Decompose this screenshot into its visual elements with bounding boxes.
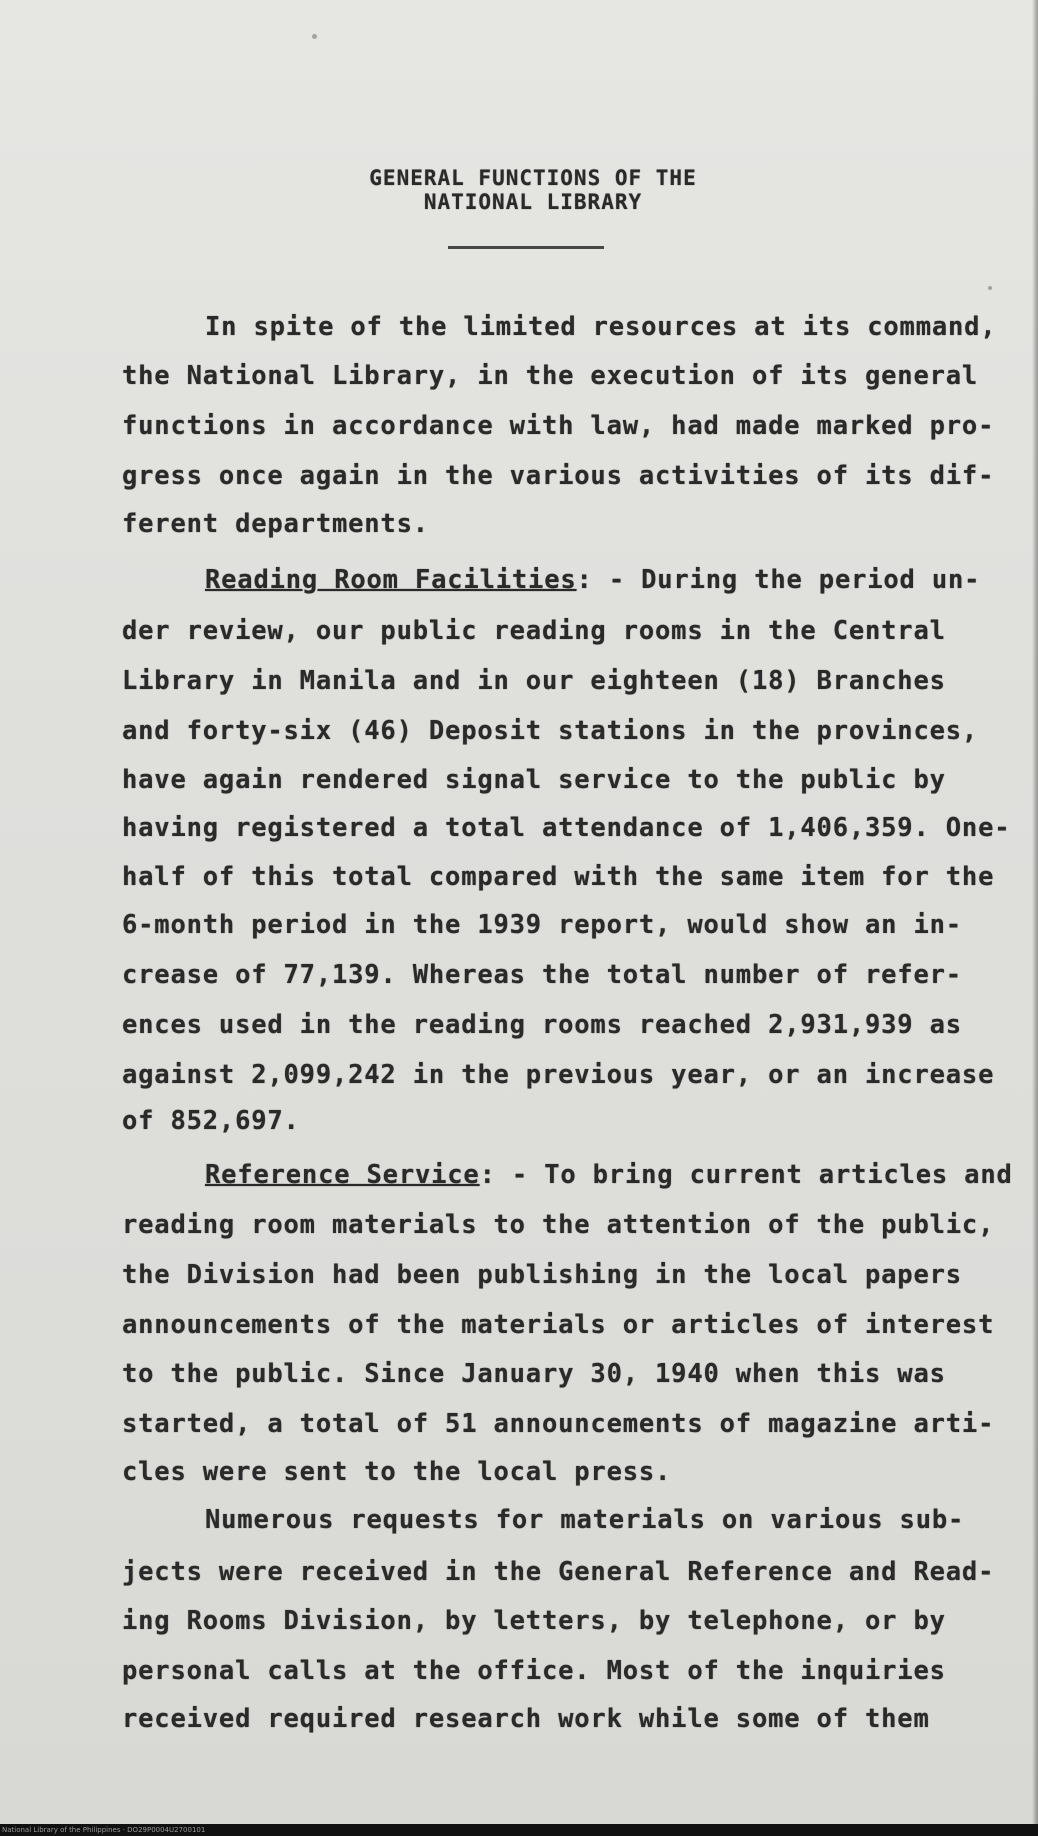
paragraph-3-line: announcements of the materials or articles of interest	[122, 1310, 995, 1340]
paragraph-1-line: the National Library, in the execution of its general	[122, 361, 979, 391]
paragraph-2-first-line-rest: : - During the period un-	[576, 565, 981, 595]
paragraph-2-line: and forty-six (46) Deposit stations in the provinces,	[122, 716, 979, 746]
paragraph-4-line: received required research work while some of them	[122, 1704, 930, 1734]
paragraph-3-line: cles were sent to the local press.	[122, 1457, 672, 1487]
speck	[988, 286, 992, 290]
paragraph-3-line: reading room materials to the attention of the public,	[122, 1210, 995, 1240]
paragraph-2-line: ences used in the reading rooms reached 2,931,939 as	[122, 1010, 962, 1040]
paragraph-2-line: have again rendered signal service to the public by	[122, 765, 946, 795]
paragraph-2-line: Library in Manila and in our eighteen (18) Branches	[122, 666, 946, 696]
paragraph-2-first-line	[205, 565, 980, 595]
reference-service-heading: Reference Service	[205, 1160, 480, 1190]
paragraph-1-line: functions in accordance with law, had made marked pro-	[122, 411, 995, 441]
paragraph-4-line: Numerous requests for materials on various sub-	[205, 1505, 965, 1535]
page-edge-shadow	[1032, 0, 1038, 1824]
paragraph-4-line: jects were received in the General Reference and Read-	[122, 1557, 995, 1587]
paragraph-3-first-line	[205, 1160, 1013, 1190]
paragraph-1-line: ferent departments.	[122, 509, 429, 539]
paragraph-4-line: personal calls at the office. Most of the inquiries	[122, 1656, 946, 1686]
paragraph-3-line: to the public. Since January 30, 1940 when this was	[122, 1359, 946, 1389]
footer-caption: National Library of the Philippines · DO29P0004U2700101	[2, 1826, 206, 1834]
paragraph-2-line: having registered a total attendance of 1,406,359. One-	[122, 813, 1011, 843]
title-line-1: GENERAL FUNCTIONS OF THE	[369, 166, 697, 190]
reading-room-facilities-heading: Reading Room Facilities	[205, 565, 577, 595]
paragraph-2-line: crease of 77,139. Whereas the total number of refer-	[122, 960, 962, 990]
paragraph-2-line: half of this total compared with the same item for the	[122, 862, 995, 892]
paragraph-4-line: ing Rooms Division, by letters, by telephone, or by	[122, 1606, 946, 1636]
paragraph-1-line: In spite of the limited resources at its command,	[205, 312, 997, 342]
paragraph-3-first-line-rest: : - To bring current articles and	[479, 1160, 1013, 1190]
paragraph-1-line: gress once again in the various activities of its dif-	[122, 461, 995, 491]
paragraph-3-line: started, a total of 51 announcements of magazine arti-	[122, 1409, 995, 1439]
paragraph-2-line: 6-month period in the 1939 report, would show an in-	[122, 910, 962, 940]
title-underline	[448, 246, 604, 249]
title-line-2: NATIONAL LIBRARY	[423, 190, 643, 214]
speck	[312, 34, 317, 39]
paragraph-2-line: der review, our public reading rooms in the Central	[122, 616, 946, 646]
paragraph-3-line: the Division had been publishing in the local papers	[122, 1260, 962, 1290]
paragraph-2-line: against 2,099,242 in the previous year, or an increase	[122, 1060, 995, 1090]
paragraph-2-line: of 852,697.	[122, 1106, 300, 1136]
